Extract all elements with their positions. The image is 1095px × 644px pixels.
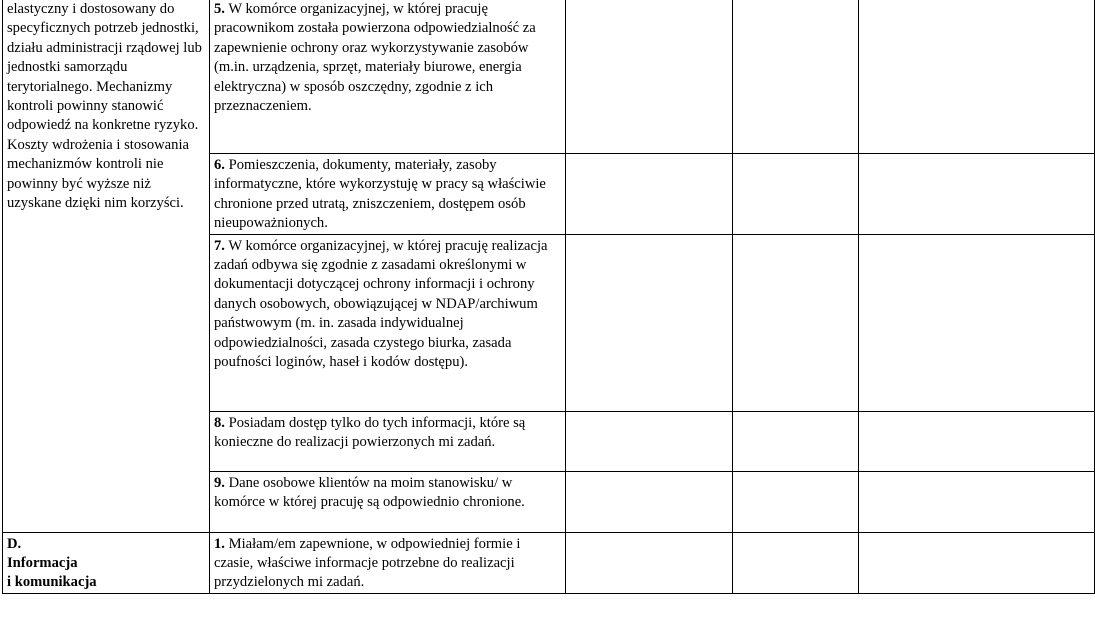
question-cell (210, 234, 566, 411)
answer-cell[interactable] (566, 154, 733, 235)
question-cell (210, 154, 566, 235)
question-text: Dane osobowe klientów na moim stanowisku/ w komórce w której pracuję są odpowiednio chronione. (214, 474, 525, 511)
answer-cell[interactable] (859, 471, 1095, 532)
answer-cell[interactable] (566, 411, 733, 471)
question-number: 9. (214, 474, 225, 491)
answer-cell[interactable] (733, 234, 859, 411)
answer-cell[interactable] (733, 532, 859, 593)
question-cell (210, 471, 566, 532)
table-row (3, 532, 1095, 593)
question-cell (210, 411, 566, 471)
answer-cell[interactable] (733, 411, 859, 471)
question-text: W komórce organizacyjnej, w której pracuję pracownikom została powierzona odpowiedzialność za zapewnienie ochrony oraz wykorzystywanie zasobów (m.in. urządzenia, sprzęt, materiały biurowe, energia elektryczna) w sposób oszczędny, zgodnie z ich przeznaczeniem. (214, 1, 536, 115)
table-row (3, 0, 1095, 154)
survey-table (2, 0, 1095, 594)
question-text: Posiadam dostęp tylko do tych informacji, które są konieczne do realizacji powierzonych mi zadań. (214, 414, 526, 451)
answer-cell[interactable] (859, 0, 1095, 154)
answer-cell[interactable] (566, 532, 733, 593)
answer-cell[interactable] (566, 234, 733, 411)
question-text: Miałam/em zapewnione, w odpowiedniej formie i czasie, właściwe informacje potrzebne do realizacji przydzielonych mi zadań. (214, 535, 521, 591)
section-letter: D. (7, 535, 22, 552)
answer-cell[interactable] (859, 411, 1095, 471)
question-cell (210, 532, 566, 593)
answer-cell[interactable] (859, 234, 1095, 411)
question-text: W komórce organizacyjnej, w której pracuję realizacja zadań odbywa się zgodnie z zasadami określonymi w dokumentacji dotyczącej ochrony informacji i ochrony danych osobowych, obowiązującej w NDAP/archiwum państwowym (m. in. zasada indywidualnej odpowiedzialności, zasada czystego biurka, zasada poufności loginów, haseł i kodów dostępu). (214, 237, 548, 371)
question-number: 7. (214, 237, 225, 254)
answer-cell[interactable] (733, 471, 859, 532)
question-cell (210, 0, 566, 154)
question-text: Pomieszczenia, dokumenty, materiały, zasoby informatyczne, które wykorzystuję w pracy są właściwie chronione przed utratą, zniszczeniem, dostępem osób nieupoważnionych. (214, 157, 546, 232)
answer-cell[interactable] (566, 0, 733, 154)
section-d-title (3, 532, 210, 593)
section-title-line: i komunikacja (7, 574, 97, 591)
question-number: 5. (214, 1, 225, 17)
answer-cell[interactable] (859, 532, 1095, 593)
answer-cell[interactable] (566, 471, 733, 532)
answer-cell[interactable] (733, 154, 859, 235)
question-number: 8. (214, 414, 225, 431)
answer-cell[interactable] (733, 0, 859, 154)
section-c-description: elastyczny i dostosowany do specyficznych potrzeb jednostki, działu administracji rządowej lub jednostki samorządu terytorialnego. Mechanizmy kontroli powinny stanowić odpowiedź na konkretne ryzyko. Koszty wdrożenia i stosowania mechanizmów kontroli nie powinny być wyższe niż uzyskane dzięki nim korzyści. (3, 0, 210, 532)
question-number: 6. (214, 157, 225, 173)
question-number: 1. (214, 535, 225, 552)
answer-cell[interactable] (859, 154, 1095, 235)
section-title-line: Informacja (7, 555, 78, 572)
